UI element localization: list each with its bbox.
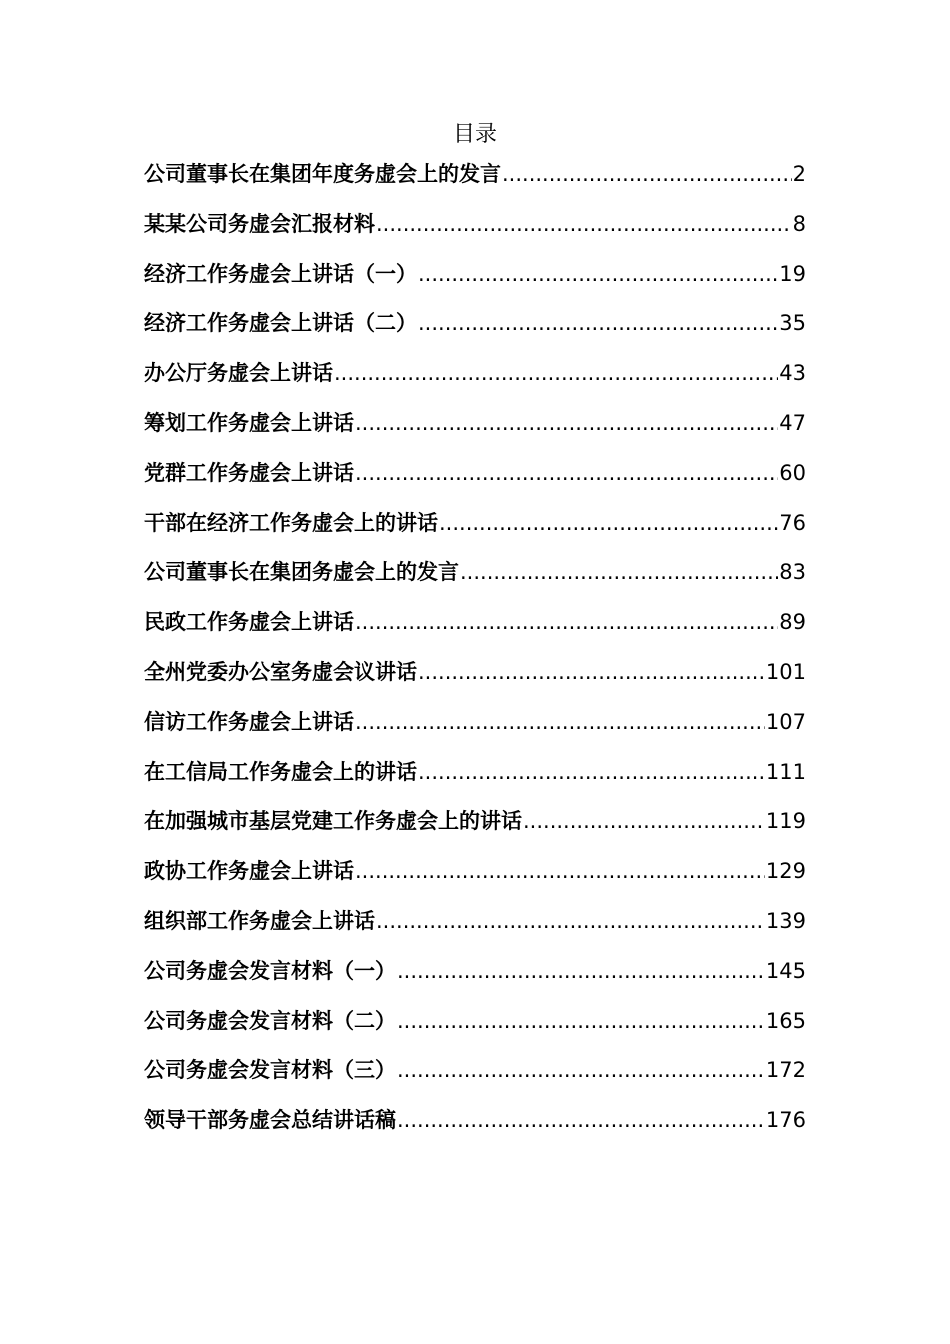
toc-entry[interactable] <box>144 555 806 605</box>
toc-entry[interactable] <box>144 954 806 1004</box>
table-of-contents <box>144 157 806 1153</box>
toc-leader-dots <box>334 356 778 390</box>
toc-page-number: 111 <box>765 759 806 784</box>
toc-entry-title: 公司董事长在集团务虚会上的发言 <box>144 559 459 585</box>
toc-entry-title: 干部在经济工作务虚会上的讲话 <box>144 509 438 535</box>
toc-entry[interactable] <box>144 506 806 556</box>
toc-entry[interactable] <box>144 1004 806 1054</box>
toc-page-number: 119 <box>765 809 806 834</box>
toc-entry[interactable] <box>144 655 806 705</box>
toc-entry[interactable] <box>144 406 806 456</box>
toc-entry-title: 公司务虚会发言材料（三） <box>144 1057 396 1083</box>
toc-leader-dots <box>502 157 792 191</box>
toc-page-number: 83 <box>779 560 806 585</box>
toc-entry-title: 民政工作务虚会上讲话 <box>144 609 354 635</box>
toc-leader-dots <box>460 555 778 589</box>
toc-title: 目录 <box>452 122 497 147</box>
toc-entry[interactable] <box>144 605 806 655</box>
toc-page-number: 43 <box>779 361 806 386</box>
toc-page-number: 145 <box>765 958 806 983</box>
toc-leader-dots <box>418 306 778 340</box>
toc-leader-dots <box>355 406 778 440</box>
toc-page-number: 35 <box>779 311 806 336</box>
toc-leader-dots <box>418 755 765 789</box>
toc-leader-dots <box>439 506 778 540</box>
toc-entry[interactable] <box>144 1103 806 1153</box>
toc-leader-dots <box>397 1103 765 1137</box>
toc-entry[interactable] <box>144 207 806 257</box>
toc-leader-dots <box>355 456 778 490</box>
toc-page-number: 165 <box>765 1008 806 1033</box>
toc-page-number: 60 <box>779 460 806 485</box>
toc-page-number: 172 <box>765 1058 806 1083</box>
toc-page-number: 8 <box>792 211 806 236</box>
toc-entry-title: 全州党委办公室务虚会议讲话 <box>144 658 417 684</box>
toc-entry-title: 办公厅务虚会上讲话 <box>144 360 333 386</box>
toc-entry-title: 政协工作务虚会上讲话 <box>144 858 354 884</box>
toc-page-number: 47 <box>779 410 806 435</box>
toc-page-number: 101 <box>765 659 806 684</box>
toc-entry-title: 经济工作务虚会上讲话（二） <box>144 310 417 336</box>
toc-entry[interactable] <box>144 456 806 506</box>
toc-entry-title: 信访工作务虚会上讲话 <box>144 708 354 734</box>
toc-entry[interactable] <box>144 705 806 755</box>
toc-page-number: 139 <box>765 908 806 933</box>
toc-leader-dots <box>418 655 765 689</box>
toc-page-number: 2 <box>792 162 806 186</box>
toc-entry[interactable] <box>144 904 806 954</box>
toc-entry[interactable] <box>144 306 806 356</box>
toc-page-number: 19 <box>779 261 806 286</box>
toc-entry[interactable] <box>144 804 806 854</box>
toc-entry-title: 在加强城市基层党建工作务虚会上的讲话 <box>144 808 522 834</box>
toc-entry[interactable] <box>144 356 806 406</box>
toc-page-number: 107 <box>765 709 806 734</box>
toc-entry-title: 公司董事长在集团年度务虚会上的发言 <box>144 161 501 186</box>
toc-leader-dots <box>397 954 765 988</box>
toc-leader-dots <box>355 854 765 888</box>
toc-entry[interactable] <box>144 257 806 307</box>
toc-entry-title: 筹划工作务虚会上讲话 <box>144 409 354 435</box>
toc-leader-dots <box>397 1004 765 1038</box>
toc-entry-title: 组织部工作务虚会上讲话 <box>144 907 375 933</box>
toc-entry-title: 领导干部务虚会总结讲话稿 <box>144 1107 396 1133</box>
toc-leader-dots <box>523 804 765 838</box>
toc-page-number: 76 <box>779 510 806 535</box>
toc-entry-title: 公司务虚会发言材料（一） <box>144 957 396 983</box>
toc-entry-title: 经济工作务虚会上讲话（一） <box>144 260 417 286</box>
toc-entry[interactable] <box>144 755 806 805</box>
toc-leader-dots <box>355 705 765 739</box>
toc-leader-dots <box>418 257 778 291</box>
toc-entry-title: 某某公司务虚会汇报材料 <box>144 210 375 236</box>
toc-leader-dots <box>397 1053 765 1087</box>
toc-leader-dots <box>355 605 778 639</box>
toc-leader-dots <box>376 207 792 241</box>
toc-entry[interactable] <box>144 854 806 904</box>
toc-entry[interactable] <box>144 157 806 207</box>
toc-page-number: 176 <box>765 1108 806 1133</box>
toc-page-number: 89 <box>779 610 806 635</box>
toc-page-number: 129 <box>765 859 806 884</box>
toc-leader-dots <box>376 904 765 938</box>
toc-entry-title: 在工信局工作务虚会上的讲话 <box>144 758 417 784</box>
toc-entry-title: 党群工作务虚会上讲话 <box>144 459 354 485</box>
toc-entry-title: 公司务虚会发言材料（二） <box>144 1007 396 1033</box>
toc-entry[interactable] <box>144 1053 806 1103</box>
